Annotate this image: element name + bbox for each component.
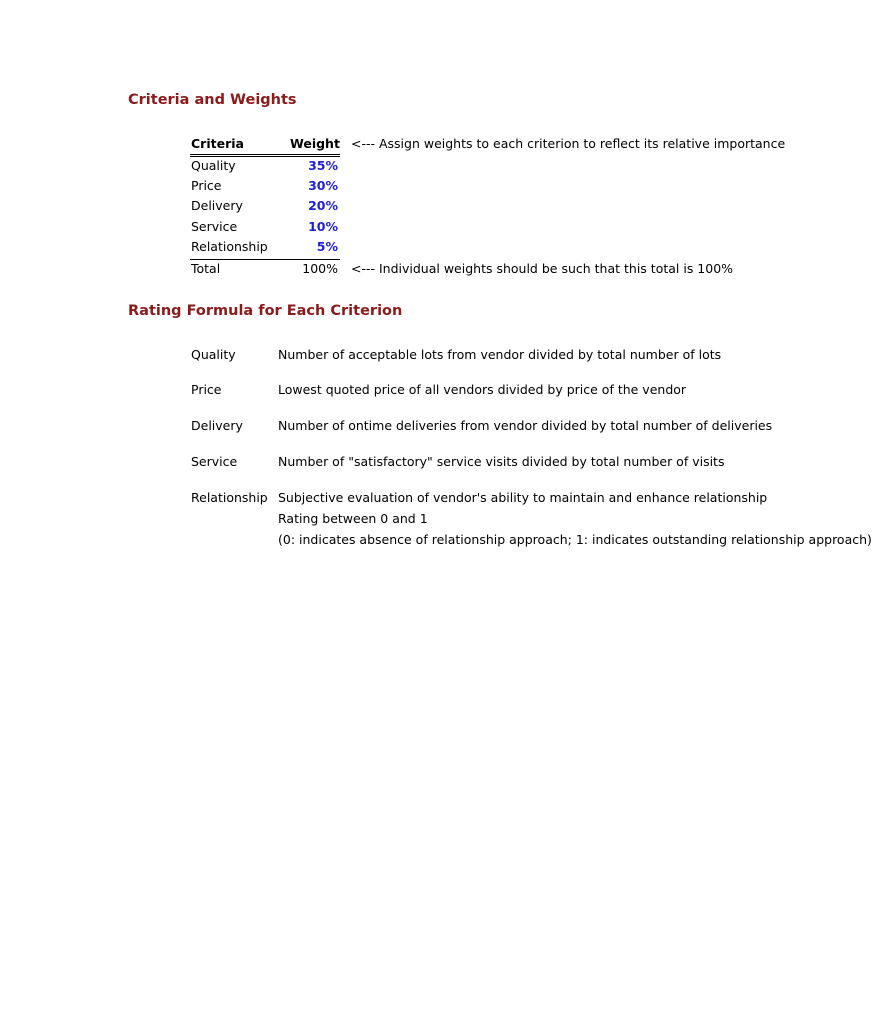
formula-label-quality: Quality xyxy=(191,347,236,362)
formula-text-relationship-line1: Subjective evaluation of vendor's ability to maintain and enhance relationship xyxy=(278,490,768,505)
formula-text-price: Lowest quoted price of all vendors divided by price of the vendor xyxy=(278,382,687,397)
formula-label-price: Price xyxy=(191,382,222,397)
formula-text-delivery: Number of ontime deliveries from vendor divided by total number of deliveries xyxy=(278,418,773,433)
weight-delivery[interactable]: 20% xyxy=(308,198,338,213)
weight-header: Weight xyxy=(290,136,340,151)
criterion-price: Price xyxy=(191,178,222,193)
header-double-rule xyxy=(190,154,340,157)
criteria-weights-title: Criteria and Weights xyxy=(128,92,297,108)
criteria-header: Criteria xyxy=(191,136,244,151)
rating-formula-title: Rating Formula for Each Criterion xyxy=(128,303,403,319)
formula-text-relationship-line3: (0: indicates absence of relationship approach; 1: indicates outstanding relationship approach) xyxy=(278,532,872,547)
formula-label-service: Service xyxy=(191,454,238,469)
criterion-relationship: Relationship xyxy=(191,239,268,254)
formula-text-service: Number of "satisfactory" service visits divided by total number of visits xyxy=(278,454,725,469)
formula-label-delivery: Delivery xyxy=(191,418,243,433)
formula-label-relationship: Relationship xyxy=(191,490,268,505)
weight-quality[interactable]: 35% xyxy=(308,158,338,173)
criterion-delivery: Delivery xyxy=(191,198,243,213)
total-value: 100% xyxy=(302,261,338,276)
criterion-quality: Quality xyxy=(191,158,236,173)
assign-weights-note: <--- Assign weights to each criterion to reflect its relative importance xyxy=(351,136,786,151)
formula-text-relationship-line2: Rating between 0 and 1 xyxy=(278,511,428,526)
total-top-rule xyxy=(190,259,340,260)
total-label: Total xyxy=(191,261,221,276)
criterion-service: Service xyxy=(191,219,238,234)
weight-price[interactable]: 30% xyxy=(308,178,338,193)
weight-service[interactable]: 10% xyxy=(308,219,338,234)
formula-text-quality: Number of acceptable lots from vendor divided by total number of lots xyxy=(278,347,722,362)
total-note: <--- Individual weights should be such that this total is 100% xyxy=(351,261,734,276)
weight-relationship[interactable]: 5% xyxy=(316,239,338,254)
